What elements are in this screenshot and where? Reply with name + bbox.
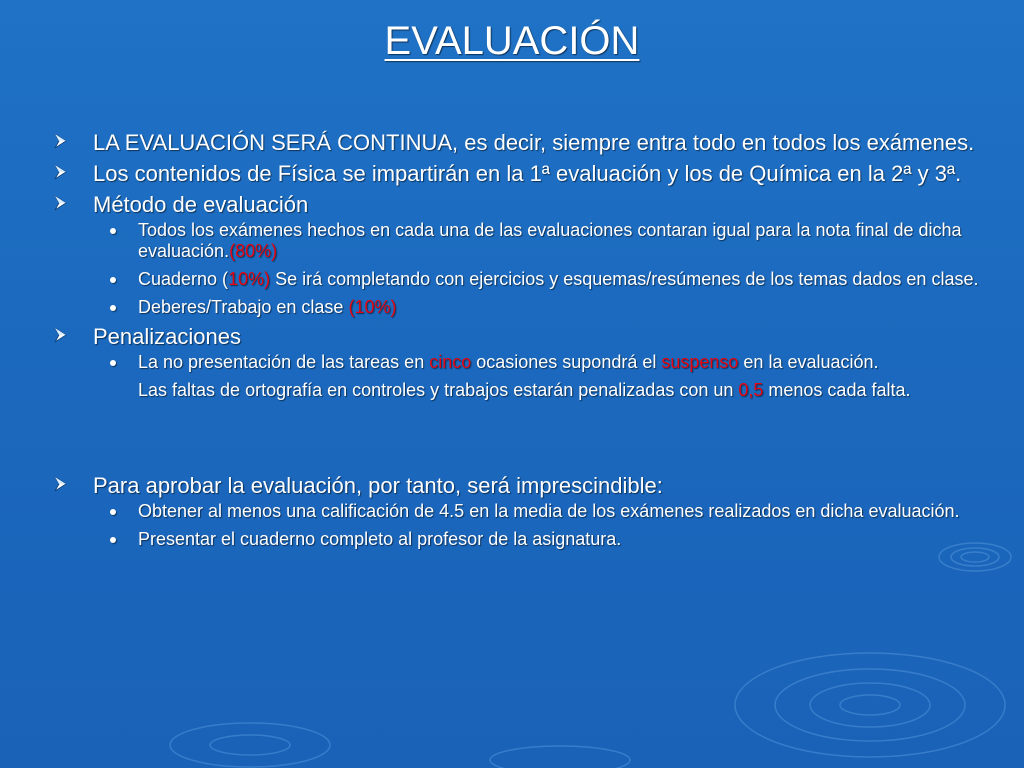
item-text: Método de evaluación <box>93 192 309 217</box>
slide-content <box>52 131 982 557</box>
list-item <box>52 162 982 185</box>
highlight-text: 0,5 <box>738 380 764 400</box>
dot-bullet-icon <box>110 537 116 543</box>
highlight-text: cinco <box>429 352 472 372</box>
highlight-text: (10%) <box>348 297 397 317</box>
list-item <box>52 474 982 497</box>
dot-bullet-icon <box>110 277 116 283</box>
sub-item: Presentar el cuaderno completo al profesor de la asignatura. <box>52 529 982 550</box>
sub-item-continuation: Las faltas de ortografía en controles y trabajos estarán penalizadas con un 0,5 menos cada falta. <box>138 380 911 400</box>
arrow-bullet-icon <box>54 133 68 149</box>
item-text: LA EVALUACIÓN SERÁ CONTINUA, es decir, siempre entra todo en todos los exámenes. <box>93 130 975 155</box>
dot-bullet-icon <box>110 509 116 515</box>
dot-bullet-icon <box>110 228 116 234</box>
item-text: Los contenidos de Física se impartirán en la 1ª evaluación y los de Química en la 2ª y 3ª. <box>93 161 962 186</box>
sub-item: Todos los exámenes hechos en cada una de las evaluaciones contaran igual para la nota final de dicha evaluación.(80%) <box>52 220 982 262</box>
arrow-bullet-icon <box>54 327 68 343</box>
dot-bullet-icon <box>110 305 116 311</box>
sub-item: Deberes/Trabajo en clase (10%) <box>52 297 982 318</box>
dot-bullet-icon <box>110 360 116 366</box>
sub-item: Cuaderno (10%) Se irá completando con ejercicios y esquemas/resúmenes de los temas dados en clase. <box>52 269 982 290</box>
sub-item: La no presentación de las tareas en cinco ocasiones supondrá el suspenso en la evaluación. <box>52 352 982 373</box>
highlight-text: suspenso <box>661 352 739 372</box>
arrow-bullet-icon <box>54 476 68 492</box>
list-item <box>52 325 982 348</box>
page-title: EVALUACIÓN <box>384 19 640 63</box>
spacer <box>52 408 982 474</box>
list-item <box>52 193 982 216</box>
item-text: Para aprobar la evaluación, por tanto, será imprescindible: <box>93 473 663 498</box>
list-item <box>52 131 982 154</box>
highlight-text: (80%) <box>229 241 278 261</box>
arrow-bullet-icon <box>54 164 68 180</box>
item-text: Penalizaciones <box>93 324 241 349</box>
arrow-bullet-icon <box>54 195 68 211</box>
highlight-text: 10%) <box>228 269 271 289</box>
sub-item: Obtener al menos una calificación de 4.5 en la media de los exámenes realizados en dicha evaluación. <box>52 501 982 522</box>
